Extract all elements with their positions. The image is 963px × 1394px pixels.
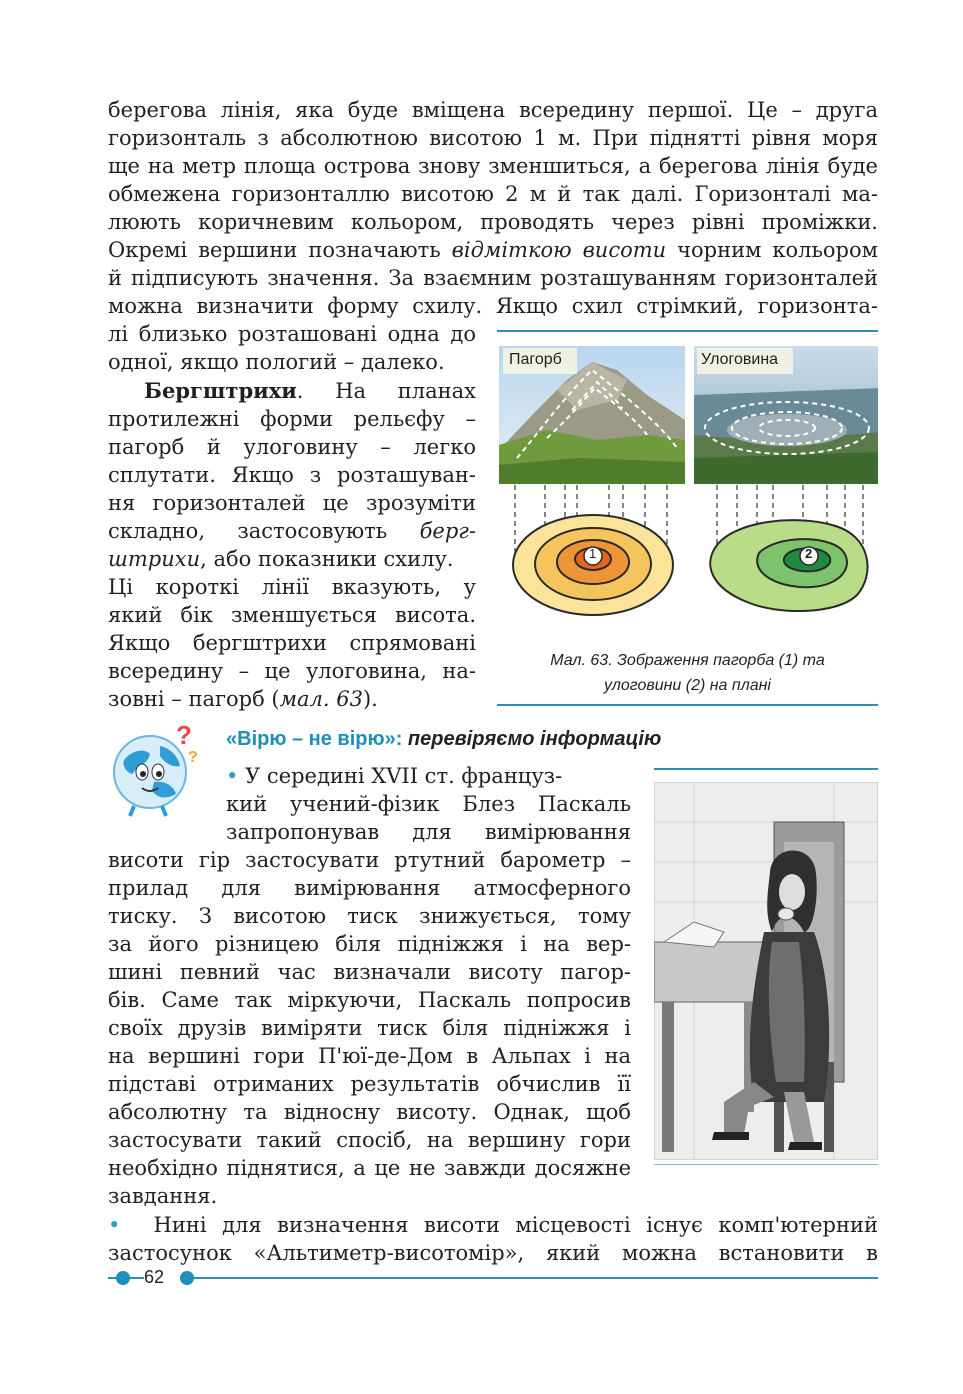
text-line: складно, застосовують берг- <box>108 519 476 543</box>
figure-63 <box>497 340 878 640</box>
figure-63-illustration <box>497 340 878 640</box>
text-line: Окремі вершини позначають відміткою висоти чорним кольором <box>108 238 878 262</box>
mascot-globe <box>104 720 204 820</box>
portrait-bottom-rule <box>654 1164 878 1165</box>
text-line: абсолютну та відносну висоту. Однак, щоб <box>108 1100 631 1124</box>
text-line: необхідно піднятися, а це не завжди досяжне <box>108 1156 631 1180</box>
pascal-portrait <box>654 782 878 1160</box>
hollow-plan <box>710 520 867 611</box>
text-line: й підписують значення. За взаємним розташуванням горизонталей <box>108 266 878 290</box>
text-line: обмежена горизонталлю висотою 2 м й так далі. Горизонталі ма- <box>108 182 878 206</box>
text-line: висоти гір застосувати ртутний барометр – <box>108 848 631 872</box>
svg-text:?: ? <box>188 749 198 766</box>
footer-rule-right <box>180 1277 878 1279</box>
text-line: • У середині XVII ст. француз- <box>226 764 563 788</box>
text-line: горизонталь з абсолютною висотою 1 м. При піднятті рівня моря <box>108 126 878 150</box>
text-line: підставі отриманих результатів обчислив її <box>108 1072 631 1096</box>
svg-text:?: ? <box>176 720 192 750</box>
text-line: берегова лінія, яка буде вміщена всередину першої. Це – друга <box>108 98 878 122</box>
text-line: кий учений-фізик Блез Паскаль <box>226 792 631 816</box>
text-line: прилад для вимірювання атмосферного <box>108 876 631 900</box>
figure-bottom-rule <box>497 704 878 706</box>
text-line: ня горизонталей це зрозуміти <box>108 491 476 515</box>
pascal-engraving-image <box>654 782 878 1160</box>
text-line: завдання. <box>108 1184 218 1208</box>
footer-dot-left-icon <box>116 1271 130 1285</box>
text-line: люють коричневим кольором, проводять через рівні проміжки. <box>108 210 878 234</box>
text-line: лі близько розташовані одна до <box>108 322 476 346</box>
hollow-number: 2 <box>805 546 813 561</box>
hill-plan <box>513 515 673 615</box>
term-spot-height: відміткою висоти <box>451 238 667 262</box>
text-line: зовні – пагорб (мал. 63). <box>108 687 378 711</box>
hill-number: 1 <box>589 546 597 561</box>
text-line: застосувати такий спосіб, на вершину гори <box>108 1128 631 1152</box>
page-footer <box>108 1266 878 1290</box>
caption-line: Мал. 63. Зображення пагорба (1) та <box>550 652 825 669</box>
text-line: шині певний час визначали висоту пагор- <box>108 960 631 984</box>
text-line: протилежні форми рельєфу – <box>108 407 476 431</box>
text-line: Якщо бергштрихи спрямовані <box>108 631 476 655</box>
figure-caption <box>497 648 878 698</box>
text-line: Ці короткі лінії вказують, у <box>108 575 476 599</box>
text-line: застосунок «Альтиметр-висотомір», який можна встановити в <box>108 1241 878 1265</box>
text-line: • Нині для визначення висоти місцевості існує комп'ютерний <box>108 1213 878 1237</box>
caption-line: улоговини (2) на плані <box>604 677 771 694</box>
hill-photo-label: Пагорб <box>509 351 562 368</box>
text-line: всередину – це улоговина, на- <box>108 659 476 683</box>
text-line: одної, якщо пологий – далеко. <box>108 350 445 374</box>
term-hachures: Бергштрихи <box>144 378 297 403</box>
page-number: 62 <box>144 1267 165 1287</box>
portrait-top-rule <box>654 768 878 770</box>
globe-mascot-icon <box>104 720 204 820</box>
text-line: штрихи, або показники схилу. <box>108 547 454 571</box>
text-line: тиску. З висотою тиск знижується, тому <box>108 904 631 928</box>
text-line: запропонував для вимірювання <box>226 820 631 844</box>
text-line: ще на метр площа острова знову зменшиться, а берегова лінія буде <box>108 154 878 178</box>
figure-top-rule <box>497 330 878 332</box>
text-line: бів. Саме так міркуючи, Паскаль попросив <box>108 988 631 1012</box>
text-line: який бік зменшується висота. <box>108 603 476 627</box>
text-line: пагорб й улоговину – легко <box>108 435 476 459</box>
text-line: за його різницею біля підніжжя і на вер- <box>108 932 631 956</box>
believe-heading: «Вірю – не вірю»: перевіряємо інформацію <box>226 728 662 750</box>
text-line: можна визначити форму схилу. Якщо схил стрімкий, горизонта- <box>108 294 878 318</box>
hollow-photo-label: Улоговина <box>701 351 779 368</box>
text-line: своїх друзів виміряти тиск біля підніжжя і <box>108 1016 631 1040</box>
text-line: Бергштрихи. На планах <box>144 378 476 403</box>
text-line: сплутати. Якщо з розташуван- <box>108 463 476 487</box>
text-line: на вершині гори П'юї-де-Дом в Альпах і на <box>108 1044 631 1068</box>
